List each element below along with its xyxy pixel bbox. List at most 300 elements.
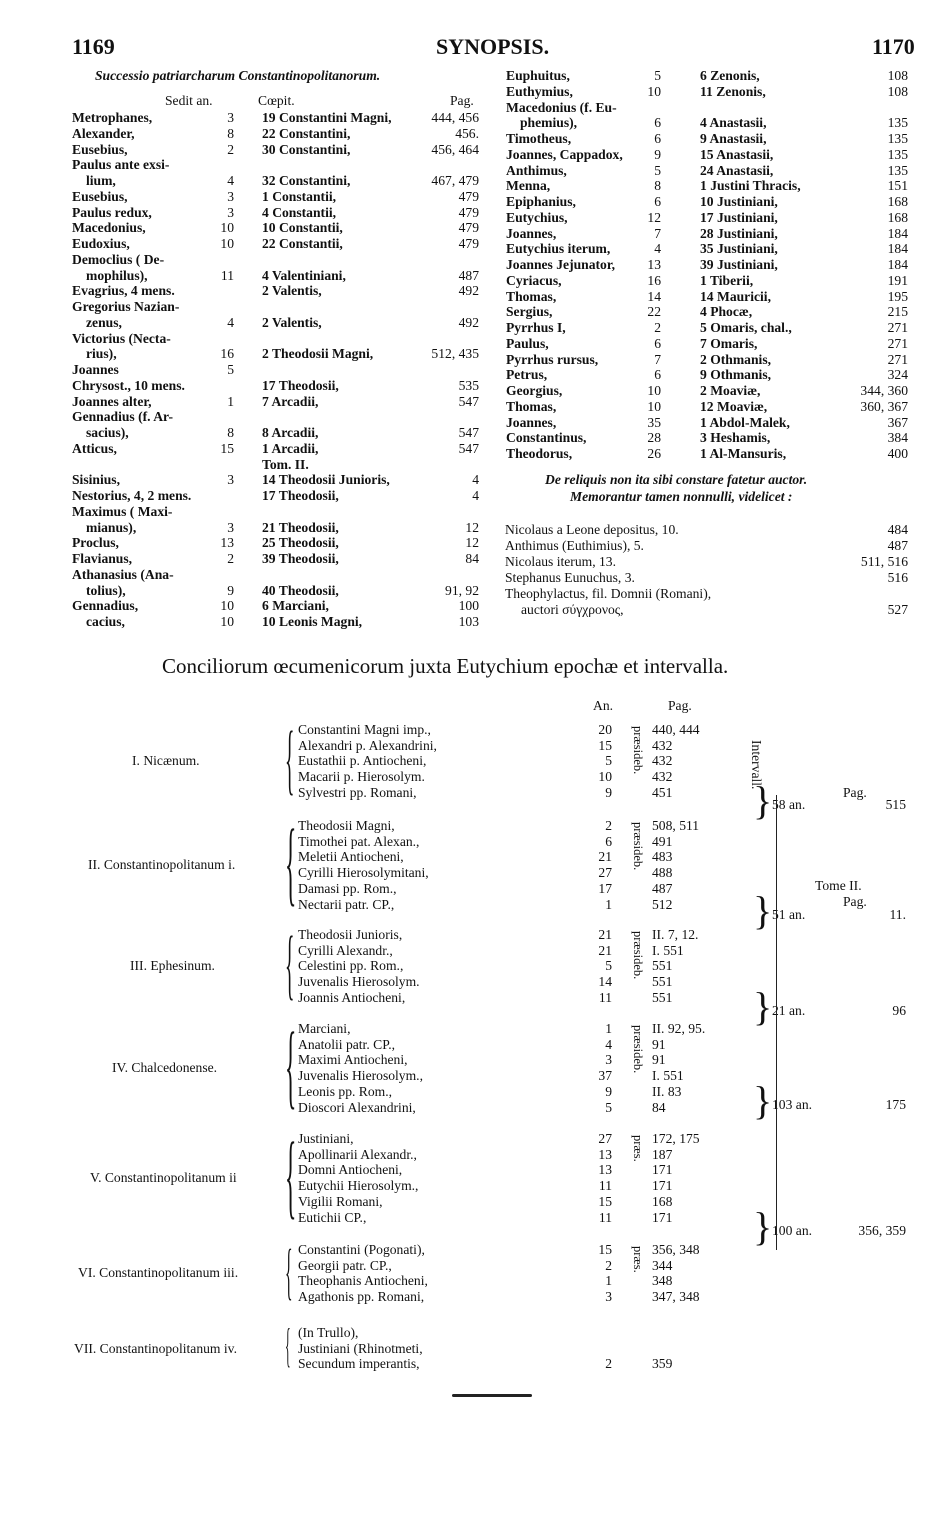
years-an: 13 [598, 1162, 612, 1178]
patriarch-name: Eutychius, [506, 209, 568, 225]
years-sat: 12 [647, 209, 661, 225]
note-line-1: De reliquis non ita sibi constare fatetur auctor. [545, 472, 808, 487]
years-sat: 6 [654, 335, 661, 351]
extra-row [0, 519, 947, 538]
page-ref: 451 [652, 784, 673, 800]
council-name: I. Nicænum. [132, 753, 200, 769]
years-an: 27 [598, 865, 612, 881]
council-row [0, 738, 947, 754]
council-entry: Eutichii CP., [298, 1209, 367, 1225]
page-ref: 512 [652, 896, 673, 912]
page-ref: 91 [652, 1052, 666, 1068]
patriarch-row [0, 178, 947, 194]
began-reign: 6 Zenonis, [700, 68, 760, 83]
council-row [0, 1341, 947, 1357]
page-ref: 487 [652, 880, 673, 896]
page-ref: 547 [458, 425, 479, 440]
years-sat: 3 [227, 519, 234, 535]
years-an: 27 [598, 1131, 612, 1146]
council-entry: Constantini (Pogonati), [298, 1242, 425, 1257]
ornament-rule [452, 1394, 532, 1397]
page-ref: 168 [887, 194, 908, 209]
patriarch-name: lium, [86, 173, 116, 188]
council-entry: Juvenalis Hierosolym. [298, 974, 420, 990]
page-ref: 456. [455, 125, 479, 141]
interval-years: 100 an. [772, 1223, 813, 1238]
note-line-2: Memorantur tamen nonnulli, videlicet : [570, 489, 793, 504]
council-entry: Constantini Magni imp., [298, 722, 431, 737]
patriarch-name: Evagrius, 4 mens. [72, 283, 175, 299]
years-sat: 10 [647, 83, 661, 99]
page-ref: I. 551 [652, 942, 684, 958]
began-reign: 2 Valentis, [262, 314, 322, 330]
page-ref: 467, 479 [431, 173, 479, 188]
years-sat: 3 [227, 188, 234, 204]
patriarch-row [0, 84, 947, 100]
years-an: 37 [598, 1068, 612, 1084]
page-ref: 356, 348 [652, 1242, 700, 1257]
council-row [0, 1242, 947, 1258]
page-ref: 440, 444 [652, 722, 700, 737]
patriarch-name: phemius), [520, 115, 578, 131]
patriarch-row [0, 273, 947, 289]
page-ref: 12 [465, 519, 479, 535]
patriarchs-heading: Successio patriarcharum Constantinopolitanorum. [95, 68, 381, 83]
began-reign: 4 Constantii, [262, 204, 337, 220]
extra-text: Nicolaus a Leone depositus, 10. [505, 522, 679, 537]
council-row [0, 1052, 947, 1068]
years-an: 9 [605, 784, 612, 800]
years-sat: 11 [220, 267, 234, 283]
page-ref: 135 [887, 162, 908, 178]
council-row [0, 1162, 947, 1178]
years-an: 5 [605, 753, 612, 769]
years-an: 2 [605, 1257, 612, 1273]
council-row [0, 1289, 947, 1305]
years-sat: 8 [227, 125, 234, 141]
page-ref: 511, 516 [860, 554, 908, 569]
began-reign: 21 Theodosii, [262, 519, 339, 535]
patriarch-name: Metrophanes, [72, 110, 153, 125]
pag-label: Pag. [843, 785, 867, 800]
patriarch-name: tolius), [86, 582, 126, 598]
council-entry: Secundum imperantis, [298, 1356, 420, 1372]
page-ref: 84 [652, 1099, 666, 1115]
patriarch-name: Eusebius, [72, 188, 128, 204]
page-ref: 103 [458, 614, 479, 629]
left-brace: { [285, 1320, 291, 1372]
patriarch-row [0, 336, 947, 352]
patriarch-name: Timotheus, [506, 131, 572, 146]
council-entry: Celestini pp. Rom., [298, 958, 404, 974]
page-ref: 84 [465, 551, 479, 566]
patriarch-name: Victorius (Necta- [72, 330, 171, 346]
patriarch-row [0, 115, 947, 131]
began-reign: 10 Justiniani, [700, 194, 778, 209]
began-reign: 15 Anastasii, [700, 146, 774, 162]
began-reign: 7 Arcadii, [262, 393, 319, 409]
page-ref: 184 [887, 225, 908, 241]
council-entry: (In Trullo), [298, 1325, 359, 1340]
patriarch-row [0, 241, 947, 257]
praesid-label: præsideb. [631, 1025, 645, 1074]
council-entry: Eutychii Hierosolym., [298, 1178, 419, 1194]
left-brace: { [285, 1236, 293, 1306]
extra-row [0, 554, 947, 570]
praesid-label: præs. [631, 1246, 645, 1273]
patriarch-row [0, 352, 947, 368]
council-row [0, 1037, 947, 1053]
page-number-right: 1170 [872, 34, 915, 59]
page-ref: 491 [652, 833, 673, 849]
page-ref: 483 [652, 849, 673, 865]
council-name: III. Ephesinum. [130, 958, 215, 974]
years-an: 10 [598, 769, 612, 785]
page-ref: 527 [887, 602, 908, 617]
council-entry: Dioscori Alexandrini, [298, 1099, 416, 1115]
interval-years: 51 an. [772, 907, 806, 922]
page-ref: 215 [887, 304, 908, 320]
years-sat: 4 [227, 173, 234, 188]
years-sat: 9 [227, 582, 234, 598]
years-sat: 22 [647, 304, 661, 320]
patriarch-name: Joannes, [506, 225, 557, 241]
began-reign: 1 Constantii, [262, 188, 337, 204]
council-row [0, 722, 947, 738]
began-reign: Tom. II. [262, 456, 309, 472]
extra-row [0, 602, 947, 618]
patriarch-name: Pyrrhus rursus, [506, 351, 599, 367]
council-entry: Justiniani (Rhinotmeti, [298, 1340, 423, 1356]
page-ref: 512, 435 [431, 346, 479, 362]
council-row [0, 1147, 947, 1163]
extra-text: Nicolaus iterum, 13. [505, 554, 616, 569]
council-entry: Anatolii patr. CP., [298, 1036, 396, 1052]
years-sat: 8 [654, 178, 661, 194]
patriarch-name: Sisinius, [72, 472, 120, 488]
page-ref: 108 [887, 83, 908, 99]
intervall-label: Intervall. [749, 740, 764, 790]
council-row [0, 974, 947, 990]
patriarch-name: Eusebius, [72, 141, 128, 157]
patriarch-row [0, 194, 947, 210]
extra-text: auctori σύγχρονος, [521, 602, 624, 617]
council-row [0, 1021, 947, 1037]
patriarch-row [0, 430, 947, 446]
council-entry: Joannis Antiocheni, [298, 989, 406, 1005]
patriarch-name: Joannes Jejunator, [506, 257, 616, 272]
council-row [0, 927, 947, 943]
extra-row [0, 570, 947, 586]
patriarch-name: rius), [86, 346, 117, 362]
years-sat: 8 [227, 425, 234, 440]
right-brace: } [753, 1204, 773, 1249]
began-reign: 4 Anastasii, [700, 115, 767, 131]
page-ref: 135 [887, 115, 908, 131]
began-reign: 14 Mauricii, [700, 288, 771, 304]
council-entry: Timothei pat. Alexan., [298, 833, 420, 849]
council-entry: Agathonis pp. Romani, [298, 1289, 425, 1305]
praesid-label: præsideb. [631, 931, 645, 980]
patriarch-row [0, 131, 947, 147]
council-row [0, 943, 947, 959]
years-sat: 5 [654, 68, 661, 83]
years-an: 15 [598, 1193, 612, 1209]
years-an: 9 [605, 1083, 612, 1099]
years-sat: 4 [654, 241, 661, 257]
years-sat: 10 [647, 383, 661, 398]
years-sat: 7 [654, 225, 661, 241]
began-reign: 4 Valentiniani, [262, 267, 346, 283]
page-ref: I. 551 [652, 1068, 684, 1084]
council-entry: Domni Antiocheni, [298, 1162, 403, 1178]
years-sat: 9 [654, 146, 661, 162]
years-sat: 14 [647, 288, 661, 304]
patriarch-name: Sergius, [506, 304, 553, 320]
page-ref: 168 [652, 1193, 673, 1209]
years-an: 13 [598, 1146, 612, 1162]
page-ref: 547 [458, 440, 479, 456]
patriarch-name: Eudoxius, [72, 236, 130, 251]
years-an: 1 [605, 896, 612, 912]
right-brace: } [753, 984, 773, 1029]
council-row [0, 865, 947, 881]
began-reign: 2 Valentis, [262, 283, 322, 299]
years-sat: 5 [227, 362, 234, 377]
page-ref: 271 [887, 351, 908, 367]
page-ref: 168 [887, 209, 908, 225]
page-ref: 516 [887, 570, 908, 585]
page-ref: 479 [458, 236, 479, 251]
council-row [0, 958, 947, 974]
council-entry: Leonis pp. Rom., [298, 1083, 393, 1099]
began-reign: 17 Theodosii, [262, 377, 339, 393]
col-coepit-header: Cœpit. [258, 93, 295, 108]
interval-page: 11. [889, 907, 906, 922]
years-an: 3 [605, 1052, 612, 1068]
council-entry: Nectarii patr. CP., [298, 896, 395, 912]
began-reign: 35 Justiniani, [700, 241, 778, 257]
page-ref: 479 [458, 188, 479, 204]
council-entry: Sylvestri pp. Romani, [298, 784, 417, 800]
page-ref: II. 83 [652, 1083, 682, 1099]
interval-page: 175 [885, 1097, 906, 1112]
praesid-label: præsideb. [631, 726, 645, 775]
councils-heading: Conciliorum œcumenicorum juxta Eutychium epochæ et intervalla. [162, 654, 729, 678]
years-sat: 7 [654, 351, 661, 367]
page-ref: 400 [887, 446, 908, 461]
page-ref: 108 [887, 68, 908, 83]
col-an-header: An. [593, 698, 614, 713]
began-reign: 7 Omaris, [700, 335, 758, 351]
left-brace: { [285, 715, 295, 802]
extra-row [0, 586, 947, 602]
council-row [0, 1258, 947, 1274]
began-reign: 30 Constantini, [262, 141, 351, 157]
patriarch-row [0, 163, 947, 179]
began-reign: 22 Constantii, [262, 236, 343, 251]
began-reign: 40 Theodosii, [262, 582, 339, 598]
patriarch-name: sacius), [86, 425, 129, 440]
patriarch-row [0, 289, 947, 305]
years-sat: 28 [647, 430, 661, 446]
began-reign: 9 Anastasii, [700, 131, 767, 146]
years-an: 15 [598, 737, 612, 753]
years-sat: 6 [654, 367, 661, 383]
council-row [0, 1325, 947, 1341]
page-ref: 4 [472, 488, 479, 503]
patriarch-name: Georgius, [506, 383, 563, 398]
page-ref: 347, 348 [652, 1289, 700, 1305]
page-ref: 348 [652, 1273, 673, 1289]
patriarch-name: Epiphanius, [506, 194, 576, 209]
years-an: 5 [605, 958, 612, 974]
began-reign: 12 Moaviæ, [700, 398, 768, 414]
patriarch-row [0, 226, 947, 242]
years-sat: 6 [654, 115, 661, 131]
began-reign: 10 Leonis Magni, [262, 614, 363, 629]
patriarch-name: Flavianus, [72, 551, 133, 566]
began-reign: 1 Justini Thracis, [700, 178, 801, 194]
council-entry: Cyrilli Hierosolymitani, [298, 865, 429, 881]
patriarch-name: Nestorius, 4, 2 mens. [72, 488, 192, 503]
page-ref: 344 [652, 1257, 673, 1273]
years-an: 11 [598, 1178, 612, 1194]
page-ref: 360, 367 [860, 398, 908, 414]
page-ref: 359 [652, 1356, 673, 1372]
page-ref: 12 [465, 535, 479, 551]
years-an: 21 [598, 927, 612, 942]
patriarch-row [0, 399, 947, 415]
patriarch-name: Pyrrhus I, [506, 320, 566, 335]
patriarch-name: Thomas, [506, 398, 557, 414]
years-an: 21 [598, 942, 612, 958]
patriarch-name: Anthimus, [506, 162, 567, 178]
patriarch-name: Euthymius, [506, 83, 573, 99]
years-sat: 3 [227, 110, 234, 125]
began-reign: 19 Constantini Magni, [262, 110, 392, 125]
page-ref: 492 [458, 283, 479, 299]
patriarch-row [0, 147, 947, 163]
page-ref: 492 [458, 314, 479, 330]
years-an: 1 [605, 1273, 612, 1289]
council-name: II. Constantinopolitanum i. [88, 857, 236, 873]
years-an: 14 [598, 974, 612, 990]
began-reign: 11 Zenonis, [700, 83, 766, 99]
page-ref: II. 7, 12. [652, 927, 699, 942]
interval-page: 356, 359 [858, 1223, 906, 1238]
council-row [0, 1273, 947, 1289]
years-an: 6 [605, 833, 612, 849]
began-reign: 1 Abdol-Malek, [700, 414, 790, 430]
page-ref: 344, 360 [860, 383, 908, 398]
years-sat: 10 [220, 598, 234, 614]
praesid-label: præsideb. [631, 822, 645, 871]
patriarch-name: Macedonius (f. Eu- [506, 99, 617, 115]
patriarch-name: mophilus), [86, 267, 148, 283]
page-ref: 487 [458, 267, 479, 283]
years-an: 1 [605, 1021, 612, 1036]
years-an: 15 [598, 1242, 612, 1257]
page-ref: 384 [887, 430, 908, 446]
council-name: V. Constantinopolitanum ii [90, 1170, 237, 1186]
council-row [0, 881, 947, 897]
page-ref: 508, 511 [652, 818, 700, 833]
praesid-label: præs. [631, 1135, 645, 1162]
interval-page: 96 [892, 1003, 906, 1018]
page-ref: 535 [458, 377, 479, 393]
page-ref: 324 [887, 367, 908, 383]
began-reign: 24 Anastasii, [700, 162, 774, 178]
council-entry: Alexandri p. Alexandrini, [298, 737, 437, 753]
extra-text: Anthimus (Euthimius), 5. [505, 538, 644, 553]
intervall-line [776, 795, 777, 1250]
page-ref: 488 [652, 865, 673, 881]
patriarch-name: Joannes [72, 362, 119, 377]
years-an: 4 [605, 1036, 612, 1052]
council-row [0, 1194, 947, 1210]
patriarch-name: Chrysost., 10 mens. [72, 377, 185, 393]
interval-years: 58 an. [772, 797, 806, 812]
left-brace: { [285, 1014, 297, 1118]
page-ref: 367 [887, 414, 908, 430]
page-ref: 151 [887, 178, 908, 194]
council-row [0, 1068, 947, 1084]
interval-page: 515 [885, 797, 906, 812]
running-title: SYNOPSIS. [436, 34, 550, 59]
council-entry: Justiniani, [298, 1131, 354, 1146]
council-entry: Theodosii Magni, [298, 818, 395, 833]
page-ref: 547 [458, 393, 479, 409]
col-pag-header-councils: Pag. [668, 698, 692, 713]
patriarch-row [0, 446, 947, 462]
years-sat: 16 [220, 346, 234, 362]
council-entry: Theodosii Junioris, [298, 927, 403, 942]
began-reign: 4 Phocæ, [700, 304, 753, 320]
years-sat: 10 [220, 236, 234, 251]
patriarch-name: Constantinus, [506, 430, 587, 446]
council-row [0, 753, 947, 769]
patriarch-name: Thomas, [506, 288, 557, 304]
patriarch-row [0, 210, 947, 226]
page-ref: 91 [652, 1036, 666, 1052]
years-an: 2 [605, 818, 612, 833]
patriarch-name: Gregorius Nazian- [72, 299, 180, 314]
patriarch-name: Macedonius, [72, 220, 146, 236]
page-ref: 444, 456 [431, 110, 479, 125]
interval-years: 103 an. [772, 1097, 813, 1112]
patriarch-name: Paulus ante exsi- [72, 157, 170, 173]
patriarch-name: Joannes, [506, 414, 557, 430]
began-reign: 32 Constantini, [262, 173, 351, 188]
page-ref: 432 [652, 753, 673, 769]
patriarch-name: Petrus, [506, 367, 548, 383]
council-row [0, 1356, 947, 1372]
began-reign: 8 Arcadii, [262, 425, 319, 440]
page-ref: 187 [652, 1146, 673, 1162]
council-entry: Macarii p. Hierosolym. [298, 769, 425, 785]
began-reign: 2 Moaviæ, [700, 383, 761, 398]
patriarch-name: Democlius ( De- [72, 251, 165, 267]
council-row [0, 769, 947, 785]
page-ref: 171 [652, 1162, 673, 1178]
patriarch-name: Theodorus, [506, 446, 573, 461]
years-sat: 2 [227, 551, 234, 566]
began-reign: 14 Theodosii Junioris, [262, 472, 390, 488]
left-brace: { [285, 1124, 297, 1228]
years-sat: 3 [227, 204, 234, 220]
patriarch-name: Paulus, [506, 335, 549, 351]
